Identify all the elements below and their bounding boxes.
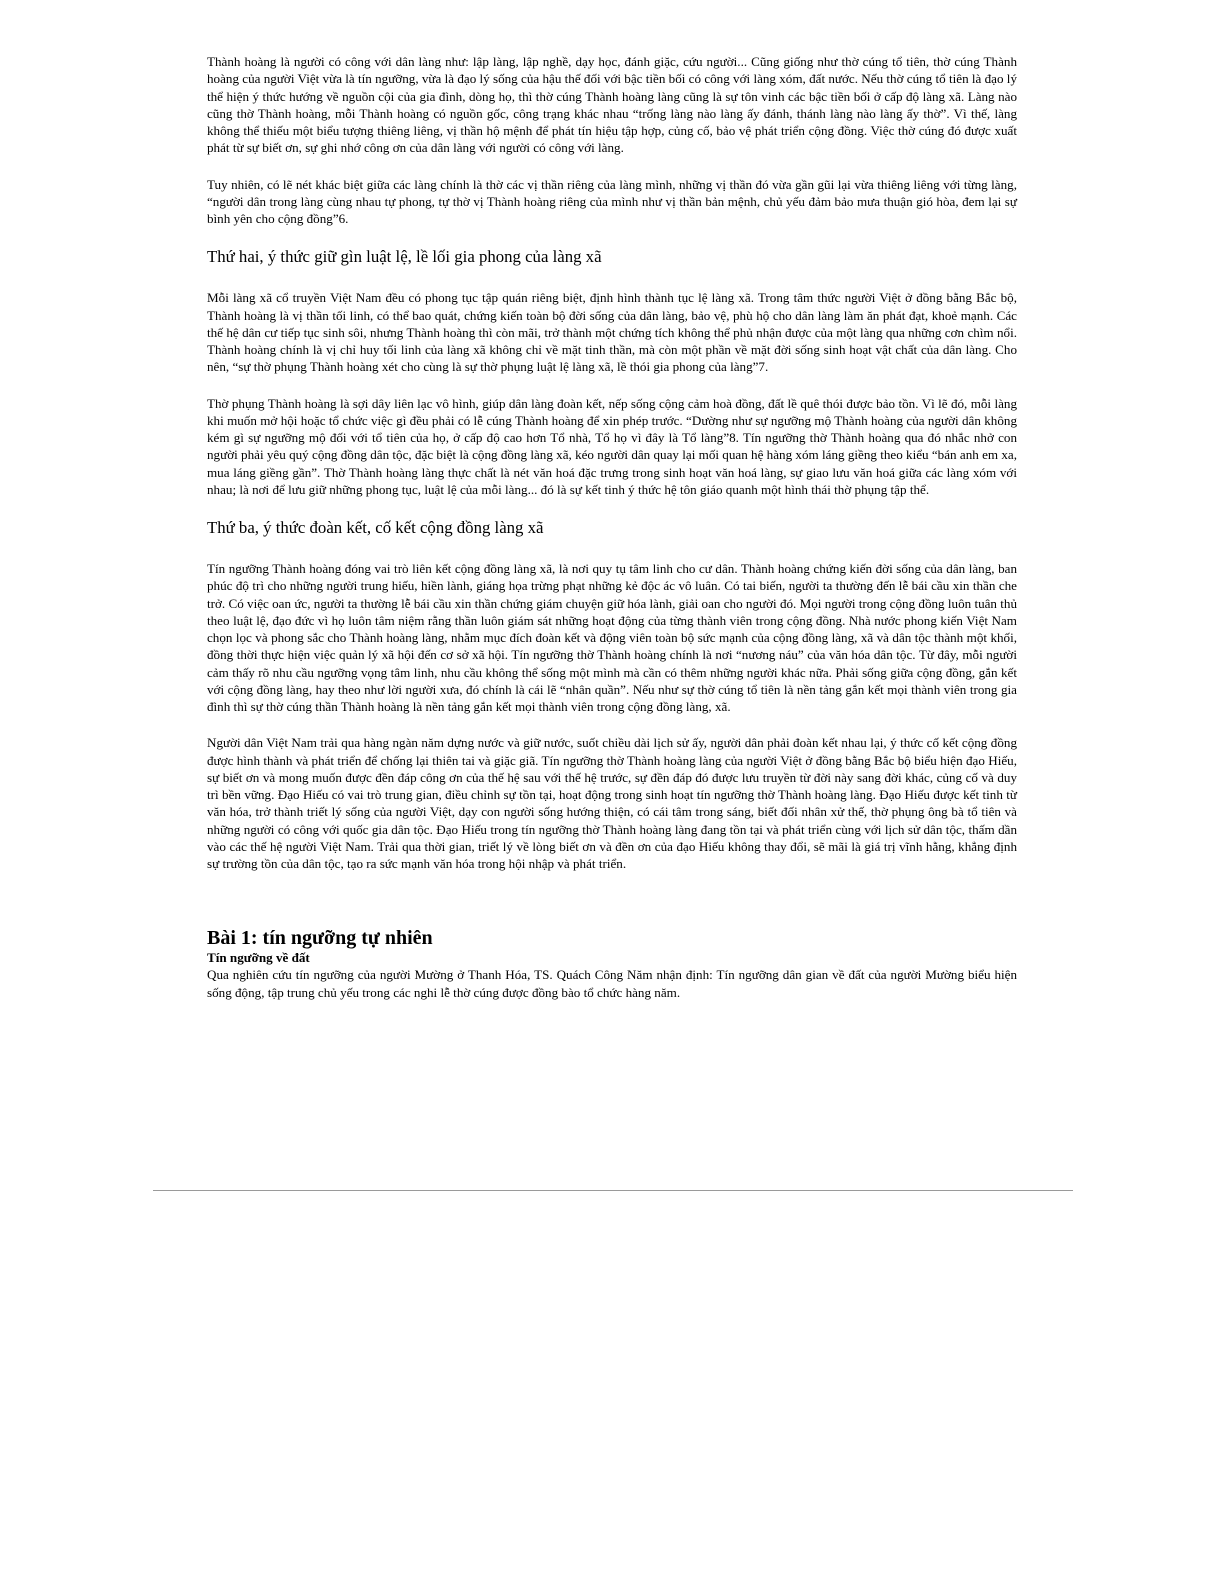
paragraph-filial-piety: Người dân Việt Nam trải qua hàng ngàn năm dựng nước và giữ nước, suốt chiều dài lịch sử ấy, người dân phải đoàn kết nhau lại, ý thức cố kết cộng đồng được hình thành và phát triển để chống lại thiên tai và giặc giã. Tín ngưỡng thờ Thành hoàng làng của người Việt ở đồng bằng Bắc bộ biểu hiện đạo Hiếu, sự biết ơn và mong muốn được đền đáp công ơn của thế hệ sau với thế hệ trước, sự đền đáp đó được lưu truyền từ đời này sang đời khác, củng cố và duy trì bền vững. Đạo Hiếu có vai trò trung gian, điều chỉnh sự tồn tại, hoạt động trong sinh hoạt tín ngưỡng thờ Thành hoàng làng. Đạo Hiếu được kết tinh từ văn hóa, trở thành triết lý sống của người Việt, dạy con người sống hướng thiện, có cái tâm trong sáng, biết đối nhân xử thế, thờ phụng ông bà tổ tiên và những người có công với quốc gia dân tộc. Đạo Hiếu trong tín ngưỡng thờ Thành hoàng làng đang tồn tại và phát triển cùng với lịch sử dân tộc, thấm dần vào các thế hệ người Việt Nam. Trải qua thời gian, triết lý về lòng biết ơn và đền ơn của đạo Hiếu không thay đổi, sẽ mãi là giá trị vĩnh hằng, khẳng định sự trường tồn của dân tộc, tạo ra sức mạnh văn hóa trong hội nhập và phát triển. bbox=[207, 735, 1017, 871]
heading-second-point: Thứ hai, ý thức giữ gìn luật lệ, lề lối gia phong của làng xã bbox=[207, 247, 602, 267]
page-divider bbox=[153, 1190, 1073, 1191]
heading-third-point: Thứ ba, ý thức đoàn kết, cố kết cộng đồng làng xã bbox=[207, 518, 544, 537]
paragraph-community-link: Tín ngưỡng Thành hoàng đóng vai trò liên kết cộng đồng làng xã, là nơi quy tụ tâm linh cho cư dân. Thành hoàng chứng kiến đời sống của dân làng, ban phúc độ trì cho những người trung hiếu, hiền lành, giáng họa trừng phạt những kẻ độc ác vô luân. Có tai biến, người ta thường đến lễ bái cầu xin thần che trở. Có việc oan ức, người ta thường lễ bái cầu xin thần chứng giám chuyện giữ hóa lành, giải oan cho người đó. Mọi người trong cộng đồng luôn tuân thủ theo luật lệ, đạo đức vì họ luôn tâm niệm rằng thần luôn giám sát những hoạt động của từng thành viên trong cộng đồng. Nhà nước phong kiến Việt Nam chọn lọc và phong sắc cho Thành hoàng làng, nhằm mục đích đoàn kết và động viên toàn bộ sức mạnh của cộng đồng làng, xã và dân tộc thành một khối, đồng thời thực hiện việc quản lý xã hội đến cơ sở xã hội. Tín ngưỡng thờ Thành hoàng chính là nơi “nương náu” của văn hóa dân tộc. Từ đây, mỗi người cảm thấy rõ nhu cầu ngưỡng vọng tâm linh, nhu cầu không thể sống một mình mà cần có thêm những người khác nữa. Phải sống giữa cộng đồng, gắn kết với cộng đồng làng, hay theo như lời người xưa, đó chính là cái lẽ “nhân quần”. Nếu như sự thờ cúng tổ tiên là nền tảng gắn kết mọi thành viên trong gia đình thì sự thờ cúng thần Thành hoàng là nền tảng gắn kết mọi thành viên trong cộng đồng làng, xã. bbox=[207, 561, 1017, 714]
paragraph-muong-beliefs: Qua nghiên cứu tín ngưỡng của người Mường ở Thanh Hóa, TS. Quách Công Năm nhận định: Tín ngưỡng dân gian về đất của người Mường biểu hiện sống động, tập trung chủ yếu trong các nghi lễ thờ cúng được đồng bào tổ chức hàng năm. bbox=[207, 967, 1017, 1000]
section-title: Bài 1: tín ngưỡng tự nhiên bbox=[207, 927, 433, 950]
paragraph-village-customs: Mỗi làng xã cổ truyền Việt Nam đều có phong tục tập quán riêng biệt, định hình thành tục lệ làng xã. Trong tâm thức người Việt ở đồng bằng Bắc bộ, Thành hoàng là vị thần tối linh, có thể bao quát, chứng kiến toàn bộ đời sống của dân làng, bảo vệ, phù hộ cho dân làng làm ăn phát đạt, khoẻ mạnh. Các thế hệ dân cư tiếp tục sinh sôi, nhưng Thành hoàng thì còn mãi, trở thành một chứng tích không thể phủ nhận được của một làng qua những cơn chìm nổi. Thành hoàng chính là vị chỉ huy tối linh của làng xã không chỉ về mặt tinh thần, mà còn một phần về mặt đời sống sinh hoạt vật chất của dân làng. Cho nên, “sự thờ phụng Thành hoàng xét cho cùng là sự thờ phụng luật lệ làng xã, lề thói gia phong của làng”7. bbox=[207, 290, 1017, 375]
document-page bbox=[207, 53, 1017, 1001]
paragraph-thanh-hoang-intro: Thành hoàng là người có công với dân làng như: lập làng, lập nghề, dạy học, đánh giặc, cứu người... Cũng giống như thờ cúng tổ tiên, thờ cúng Thành hoàng của người Việt vừa là tín ngưỡng, vừa là đạo lý sống của hậu thế đối với bậc tiền bối có công với làng xóm, đất nước. Nếu thờ cúng tổ tiên là đạo lý thể hiện ý thức hướng về nguồn cội của gia đình, dòng họ, thì thờ cúng Thành hoàng làng cũng là sự tôn vinh các bậc tiền bối ở cấp độ làng xã. Làng nào cũng thờ Thành hoàng, mỗi Thành hoàng có nguồn gốc, công trạng khác nhau “trống làng nào làng ấy đánh, thánh làng nào làng ấy thờ”. Vì thế, làng không thể thiếu một biểu tượng thiêng liêng, vị thần hộ mệnh để phát tín hiệu tập hợp, củng cố, bảo vệ phát triển cộng đồng. Việc thờ cúng đó được xuất phát từ sự biết ơn, sự ghi nhớ công ơn của dân làng với người có công với làng. bbox=[207, 54, 1017, 156]
paragraph-village-differences: Tuy nhiên, có lẽ nét khác biệt giữa các làng chính là thờ các vị thần riêng của làng mình, những vị thần đó vừa gần gũi lại vừa thiêng liêng với từng làng, “người dân trong làng cùng nhau tự phong, tự thờ vị Thành hoàng riêng của mình như vị thần bản mệnh, chủ yếu đảm bảo mưa thuận gió hòa, đem lại sự bình yên cho cộng đồng”6. bbox=[207, 176, 1017, 226]
subsection-title: Tín ngưỡng về đất bbox=[207, 950, 310, 966]
paragraph-worship-bond: Thờ phụng Thành hoàng là sợi dây liên lạc vô hình, giúp dân làng đoàn kết, nếp sống cộng cảm hoà đồng, đất lề quê thói được bảo tồn. Vì lẽ đó, mỗi làng khi muốn mở hội hoặc tổ chức việc gì đều phải có lễ cúng Thành hoàng để xin phép trước. “Dường như sự ngưỡng mộ Thành hoàng của người dân không kém gì sự ngưỡng mộ đối với tổ tiên của họ, ở cấp độ cao hơn Tổ nhà, Tổ họ vì đây là Tổ làng”8. Tín ngưỡng thờ Thành hoàng qua đó nhắc nhở con người phải yêu quý cộng đồng dân tộc, đặc biệt là cộng đồng làng xã, kéo người dân quay lại mối quan hệ hàng xóm láng giềng theo kiểu “bán anh em xa, mua láng giềng gần”. Thờ Thành hoàng làng thực chất là nét văn hoá đặc trưng trong sinh hoạt văn hoá làng, sự giao lưu văn hoá giữa các làng xóm với nhau; là nơi để lưu giữ những phong tục, luật lệ của mỗi làng... đó là sự kết tinh ý thức hệ tôn giáo quanh một hình thái thờ phụng tập thể. bbox=[207, 395, 1017, 497]
